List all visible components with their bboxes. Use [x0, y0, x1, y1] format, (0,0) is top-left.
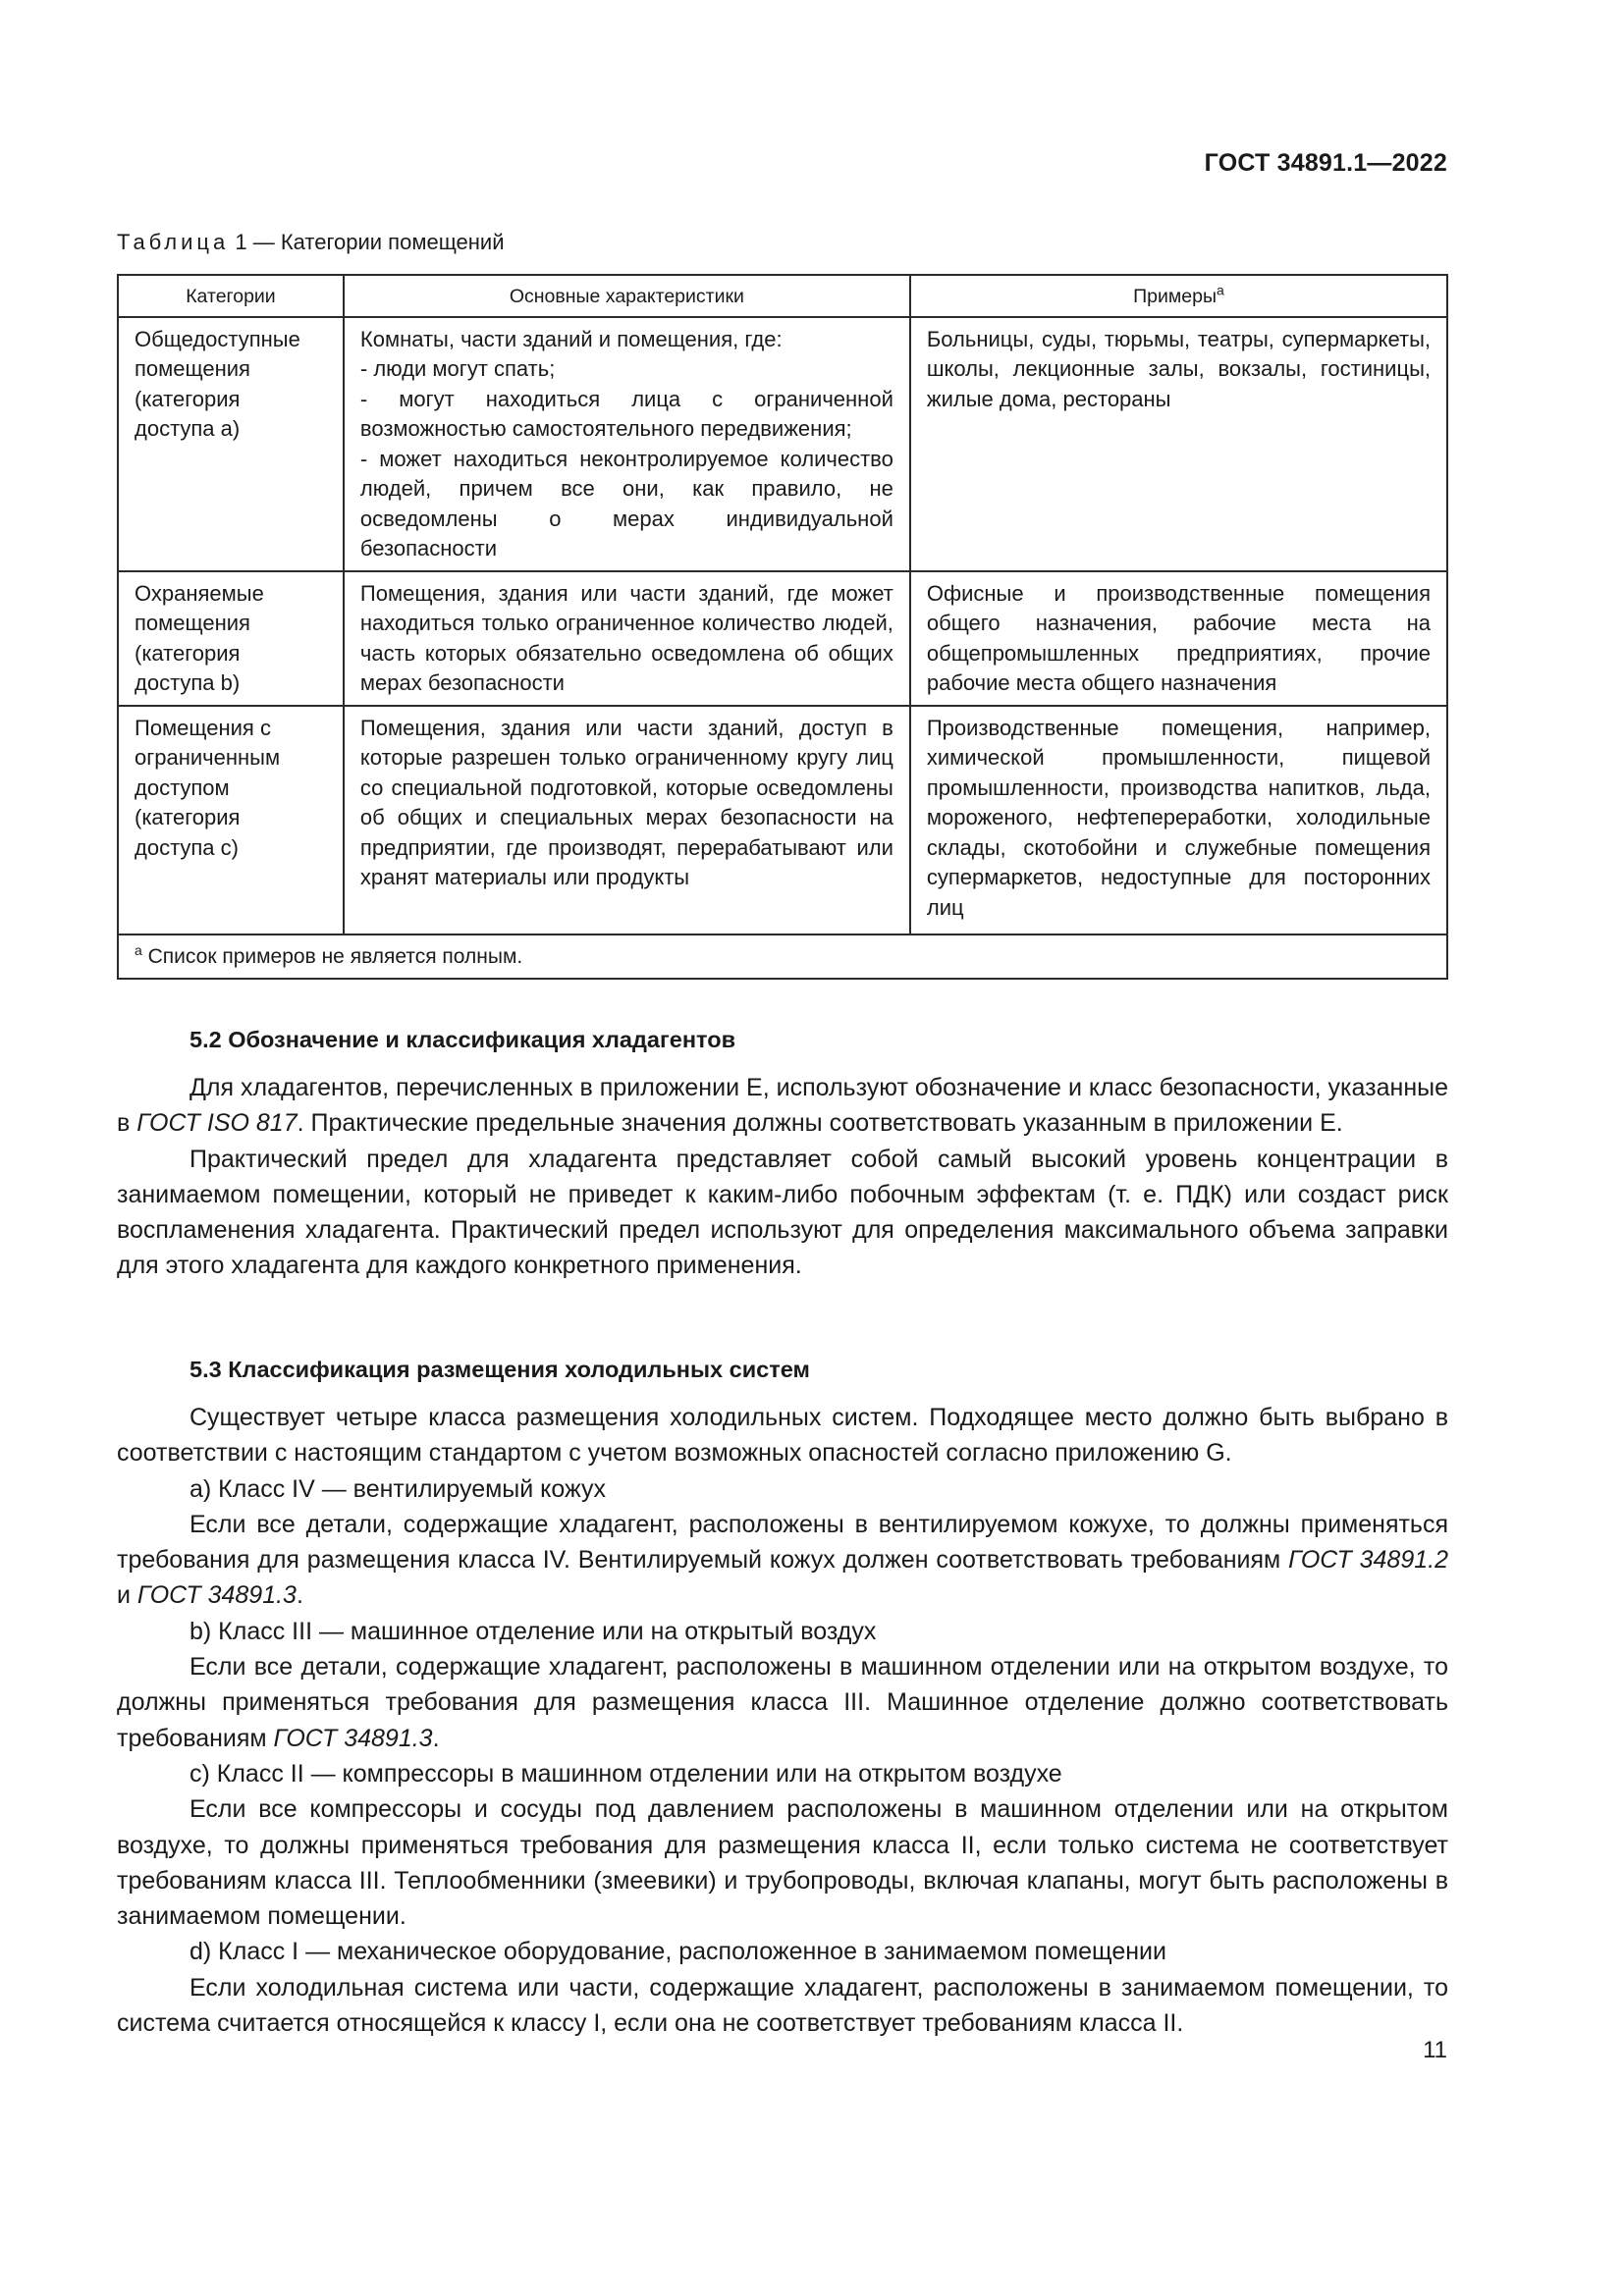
- paragraph-text: и: [117, 1581, 137, 1610]
- paragraph-text: .: [296, 1581, 303, 1610]
- characteristics-cell: Комнаты, части зданий и помещения, где: - люди могут спать; - могут находиться лица с ограниченной возможностью самостоятельного передвижения; - может находиться неконтролируемое количество людей, причем все они, как правило, не осведомлены о мерах индивидуальной безопасности: [344, 317, 910, 571]
- characteristics-cell: Помещения, здания или части зданий, доступ в которые разрешен только ограниченному кругу лиц со специальной подготовкой, которые осведомлены об общих и специальных мерах безопасности на предприятии, где производят, перерабатывают или хранят материалы или продукты: [344, 706, 910, 934]
- category-cell: [118, 317, 344, 571]
- examples-cell: Производственные помещения, например, химической промышленности, пищевой промышленности, производства напитков, льда, мороженого, нефтепереработки, холодильные склады, скотобойни и служебные помещения супермаркетов, недоступные для посторонних лиц: [910, 706, 1447, 934]
- paragraph-text: Если все детали, содержащие хладагент, расположены в машинном отделении или на открытом воздухе, то должны применяться требования для размещения класса III. Машинное отделение должно соответствовать требованиям: [117, 1653, 1448, 1752]
- characteristics-cell: Помещения, здания или части зданий, где может находиться только ограниченное количество людей, часть которых обязательно осведомлена об общих мерах безопасности: [344, 571, 910, 706]
- footnote-marker: a: [135, 941, 142, 958]
- table-caption-title: 1 — Категории помещений: [235, 230, 505, 254]
- table-caption: [117, 230, 505, 255]
- paragraph-text: Для хладагентов, перечисленных в приложении E, используют обозначение и класс безопасности, указанные в: [117, 1074, 1448, 1138]
- column-header-examples: [910, 275, 1447, 317]
- table-header-row: [118, 275, 1447, 317]
- paragraph: Существует четыре класса размещения холодильных систем. Подходящее место должно быть выбрано в соответствии с настоящим стандартом с учетом возможных опасностей согласно приложению G.: [117, 1404, 1448, 1468]
- paragraph: [117, 1070, 1448, 1142]
- category-line: доступа b): [135, 670, 241, 695]
- category-line: помещения: [135, 611, 250, 635]
- categories-table: [117, 274, 1448, 980]
- category-line: Помещения с: [135, 715, 271, 740]
- list-item: c) Класс II — компрессоры в машинном отделении или на открытом воздухе: [189, 1759, 1062, 1788]
- footnote-text: Список примеров не является полным.: [141, 944, 523, 968]
- category-line: помещения: [135, 356, 250, 381]
- section-5-3-body: [117, 1400, 1448, 2041]
- paragraph-text: . Практические предельные значения должны соответствовать указанным в приложении E.: [297, 1109, 1343, 1138]
- footnote-marker: a: [1216, 282, 1224, 298]
- category-line: (категория: [135, 386, 241, 411]
- table-row: [118, 317, 1447, 571]
- table-footnote: [118, 934, 1447, 980]
- category-line: Общедоступные: [135, 326, 300, 351]
- category-line: Охраняемые: [135, 580, 264, 606]
- category-line: доступа c): [135, 834, 239, 860]
- table-caption-prefix: Таблица: [117, 230, 230, 254]
- list-item: d) Класс I — механическое оборудование, расположенное в занимаемом помещении: [189, 1938, 1166, 1966]
- page-number: 11: [1423, 2037, 1447, 2063]
- section-heading-5-3: 5.3 Классификация размещения холодильных систем: [189, 1357, 810, 1382]
- category-cell: [118, 706, 344, 934]
- paragraph: Практический предел для хладагента представляет собой самый высокий уровень концентрации в занимаемом помещении, который не приведет к каким-либо побочным эффектам (т. е. ПДК) или создаст риск воспламенения хладагента. Практический предел используют для определения максимального объема заправки для этого хладагента для каждого конкретного применения.: [117, 1145, 1448, 1280]
- list-item: a) Класс IV — вентилируемый кожух: [189, 1474, 607, 1503]
- section-heading-5-2: 5.2 Обозначение и классификация хладагентов: [189, 1027, 736, 1052]
- examples-cell: Офисные и производственные помещения общего назначения, рабочие места на общепромышленных предприятиях, прочие рабочие места общего назначения: [910, 571, 1447, 706]
- category-cell: [118, 571, 344, 706]
- standard-reference: ГОСТ 34891.3: [273, 1724, 433, 1752]
- list-item: b) Класс III — машинное отделение или на открытый воздух: [189, 1617, 877, 1645]
- paragraph: [117, 1507, 1448, 1614]
- standard-reference: ГОСТ 34891.2: [1288, 1546, 1448, 1575]
- category-line: ограниченным: [135, 745, 281, 770]
- paragraph-text: .: [432, 1724, 440, 1752]
- category-line: доступом: [135, 774, 230, 800]
- document-code: ГОСТ 34891.1—2022: [1204, 149, 1447, 177]
- category-line: (категория: [135, 805, 241, 829]
- paragraph: Если холодильная система или части, содержащие хладагент, расположены в занимаемом помещении, то система считается относящейся к классу I, если она не соответствует требованиям класса II.: [117, 1973, 1448, 2038]
- paragraph: Если все компрессоры и сосуды под давлением расположены в машинном отделении или на открытом воздухе, то должны применяться требования для размещения класса II, если только система не соответствует требованиям класса III. Теплообменники (змеевики) и трубопроводы, включая клапаны, могут быть расположены в занимаемом помещении.: [117, 1795, 1448, 1931]
- section-5-2-body: [117, 1070, 1448, 1284]
- paragraph-text: Если все детали, содержащие хладагент, расположены в вентилируемом кожухе, то должны применяться требования для размещения класса IV. Вентилируемый кожух должен соответствовать требованиям: [117, 1510, 1448, 1575]
- standard-reference: ГОСТ 34891.3: [136, 1581, 297, 1610]
- paragraph: [117, 1649, 1448, 1756]
- column-header-characteristics: Основные характеристики: [344, 275, 910, 317]
- column-header-categories: Категории: [118, 275, 344, 317]
- standard-reference: ГОСТ ISO 817: [136, 1109, 298, 1138]
- examples-cell: Больницы, суды, тюрьмы, театры, супермаркеты, школы, лекционные залы, вокзалы, гостиницы, жилые дома, рестораны: [910, 317, 1447, 571]
- column-header-examples-label: Примеры: [1133, 286, 1217, 307]
- table-row: [118, 571, 1447, 706]
- category-line: доступа a): [135, 416, 241, 441]
- table-footnote-row: [118, 934, 1447, 980]
- table-row: [118, 706, 1447, 934]
- category-line: (категория: [135, 640, 241, 666]
